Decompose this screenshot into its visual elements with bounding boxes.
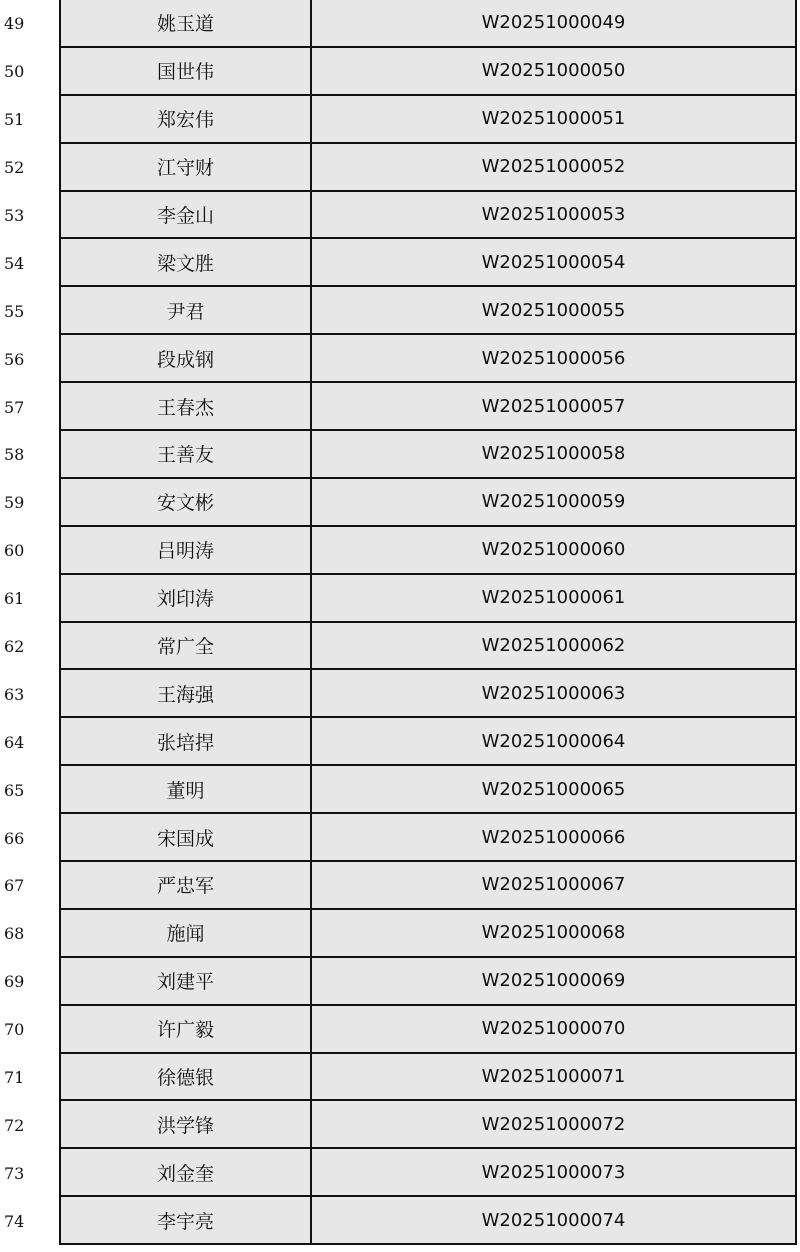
row-cells (59, 144, 797, 192)
name-cell: 段成钢 (61, 335, 312, 381)
row-number: 60 (4, 541, 25, 561)
table-row (0, 192, 800, 240)
code-cell: W20251000067 (481, 874, 626, 896)
table-row (0, 814, 800, 862)
table-row (0, 479, 800, 527)
table-row (0, 335, 800, 383)
name-cell: 李宇亮 (61, 1197, 312, 1243)
row-cells (59, 48, 797, 96)
table-row (0, 287, 800, 335)
table-row (0, 383, 800, 431)
table-row (0, 239, 800, 287)
row-cells (59, 1101, 797, 1149)
table-row (0, 0, 800, 48)
row-cells (59, 718, 797, 766)
row-cells (59, 575, 797, 623)
row-cells (59, 1054, 797, 1102)
name-cell: 张培捍 (61, 718, 312, 764)
code-cell: W20251000054 (481, 251, 626, 273)
code-cell: W20251000069 (481, 970, 626, 992)
code-cell: W20251000073 (481, 1161, 626, 1183)
code-cell: W20251000050 (481, 60, 626, 82)
row-number: 58 (4, 445, 25, 465)
row-cells (59, 431, 797, 479)
name-cell: 常广全 (61, 623, 312, 669)
table-row (0, 862, 800, 910)
name-cell: 李金山 (61, 192, 312, 238)
table-row (0, 144, 800, 192)
code-cell: W20251000052 (481, 156, 626, 178)
code-cell: W20251000058 (481, 443, 626, 465)
code-cell: W20251000068 (481, 922, 626, 944)
code-cell: W20251000053 (481, 204, 626, 225)
row-number: 61 (4, 589, 25, 609)
row-cells (59, 239, 797, 287)
code-cell: W20251000064 (481, 730, 626, 752)
row-number: 66 (4, 828, 25, 848)
name-cell: 许广毅 (61, 1006, 312, 1052)
code-cell: W20251000071 (481, 1066, 626, 1088)
row-number: 51 (4, 110, 25, 130)
row-number: 55 (4, 301, 25, 321)
row-number: 65 (4, 780, 25, 800)
code-cell: W20251000049 (481, 12, 626, 34)
code-cell: W20251000062 (481, 635, 626, 657)
row-cells (59, 623, 797, 671)
row-cells (59, 1149, 797, 1197)
table-row (0, 1149, 800, 1197)
code-cell: W20251000057 (481, 395, 626, 417)
table-row (0, 623, 800, 671)
table-row (0, 766, 800, 814)
row-cells (59, 1006, 797, 1054)
name-cell: 江守财 (61, 144, 312, 190)
row-number: 49 (4, 14, 25, 34)
row-cells (59, 910, 797, 958)
row-cells (59, 335, 797, 383)
row-number: 64 (4, 732, 25, 752)
code-cell: W20251000060 (481, 539, 626, 561)
name-cell: 吕明涛 (61, 527, 312, 573)
table-row (0, 48, 800, 96)
row-number: 68 (4, 924, 25, 944)
row-cells (59, 814, 797, 862)
code-cell: W20251000051 (481, 108, 626, 130)
row-cells (59, 0, 797, 48)
code-cell: W20251000056 (481, 347, 626, 369)
code-cell: W20251000065 (481, 778, 626, 800)
row-number: 72 (4, 1115, 25, 1135)
row-number: 57 (4, 397, 25, 417)
name-cell: 王海强 (61, 670, 312, 716)
row-cells (59, 527, 797, 575)
row-cells (59, 479, 797, 527)
name-cell: 王春杰 (61, 383, 312, 429)
row-number: 71 (4, 1068, 25, 1088)
name-cell: 安文彬 (61, 479, 312, 525)
row-number: 50 (4, 62, 25, 82)
table-row (0, 1054, 800, 1102)
row-number: 74 (4, 1211, 25, 1231)
code-cell: W20251000063 (481, 682, 626, 704)
table-row (0, 431, 800, 479)
code-cell: W20251000059 (481, 491, 626, 513)
name-cell: 董明 (61, 766, 312, 812)
code-cell: W20251000070 (481, 1018, 626, 1040)
name-cell: 刘印涛 (61, 575, 312, 621)
row-cells (59, 192, 797, 240)
name-cell: 刘金奎 (61, 1149, 312, 1195)
table-row (0, 718, 800, 766)
row-number: 54 (4, 253, 25, 273)
row-cells (59, 287, 797, 335)
name-cell: 尹君 (61, 287, 312, 333)
name-cell: 姚玉道 (61, 0, 312, 46)
table-row (0, 670, 800, 718)
name-cell: 宋国成 (61, 814, 312, 860)
row-cells (59, 383, 797, 431)
table-row (0, 96, 800, 144)
code-cell: W20251000074 (481, 1209, 626, 1231)
code-cell: W20251000072 (481, 1113, 626, 1135)
row-cells (59, 96, 797, 144)
table-row (0, 1101, 800, 1149)
table-row (0, 527, 800, 575)
row-number: 69 (4, 972, 25, 992)
name-cell: 国世伟 (61, 48, 312, 94)
name-cell: 洪学锋 (61, 1101, 312, 1147)
name-cell: 严忠军 (61, 862, 312, 908)
row-cells (59, 862, 797, 910)
row-cells (59, 766, 797, 814)
name-cell: 徐德银 (61, 1054, 312, 1100)
row-number: 63 (4, 684, 25, 704)
code-cell: W20251000055 (481, 299, 626, 321)
table-row (0, 1006, 800, 1054)
table-row (0, 575, 800, 623)
name-cell: 梁文胜 (61, 239, 312, 285)
row-number: 70 (4, 1020, 25, 1040)
table-row (0, 958, 800, 1006)
name-cell: 刘建平 (61, 958, 312, 1004)
row-cells (59, 958, 797, 1006)
row-cells (59, 670, 797, 718)
table-row (0, 1197, 800, 1245)
row-number: 59 (4, 493, 25, 513)
row-number: 52 (4, 158, 25, 178)
row-number: 73 (4, 1163, 25, 1183)
row-number: 56 (4, 349, 25, 369)
row-number: 67 (4, 876, 25, 896)
row-cells (59, 1197, 797, 1245)
row-number: 62 (4, 637, 25, 657)
table-row (0, 910, 800, 958)
name-cell: 施闻 (61, 910, 312, 956)
code-cell: W20251000066 (481, 826, 626, 848)
name-cell: 王善友 (61, 431, 312, 477)
name-cell: 郑宏伟 (61, 96, 312, 142)
code-cell: W20251000061 (481, 587, 626, 609)
row-number: 53 (4, 206, 25, 225)
